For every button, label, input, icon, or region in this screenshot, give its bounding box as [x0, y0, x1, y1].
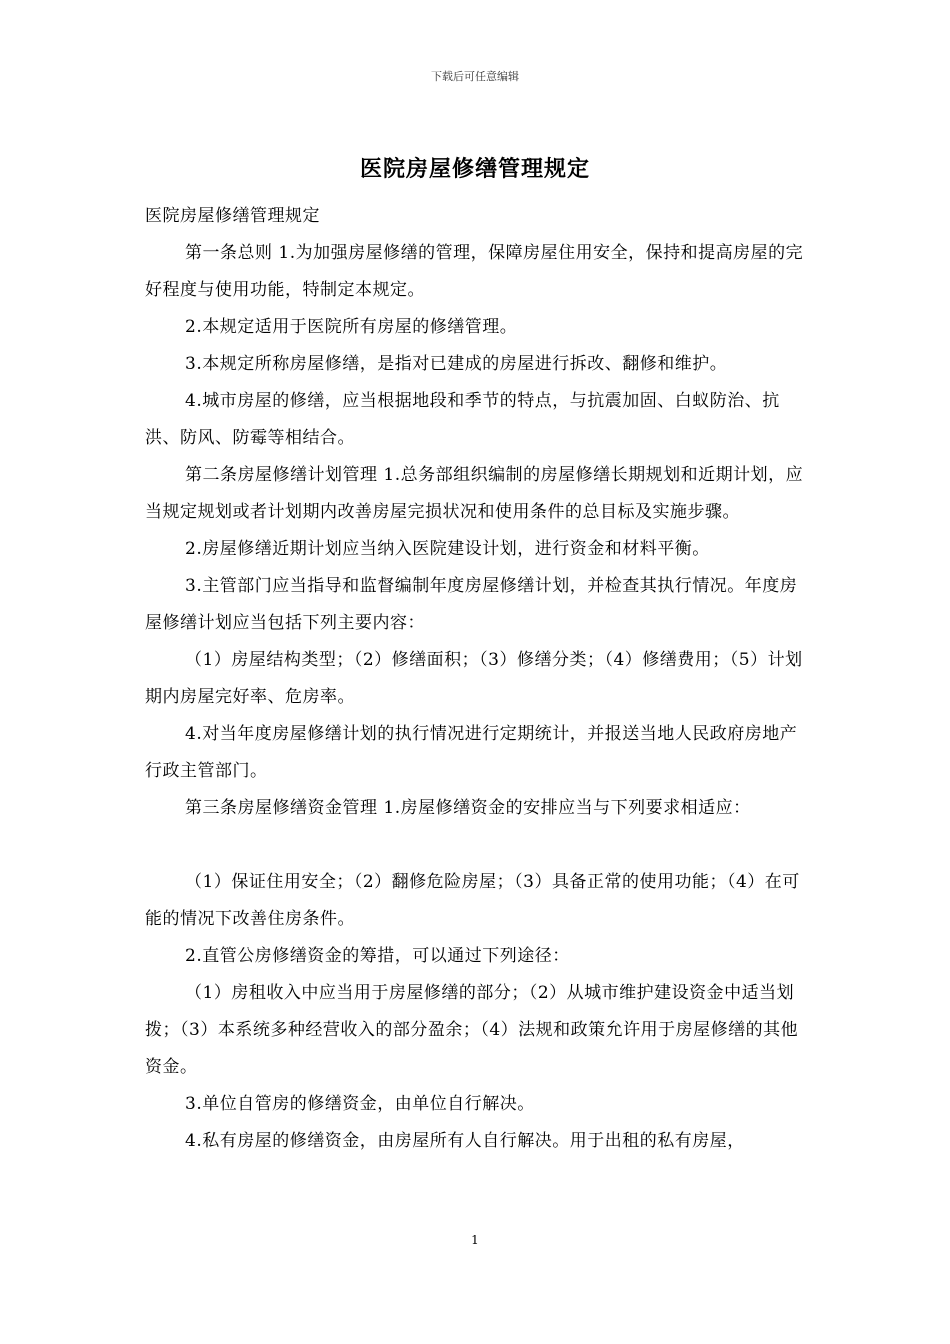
blank-line: [145, 827, 810, 864]
paragraph: 第二条房屋修缮计划管理 1.总务部组织编制的房屋修缮长期规划和近期计划，应当规定规划或者计划期内改善房屋完损状况和使用条件的总目标及实施步骤。: [145, 465, 804, 522]
paragraph: 第一条总则 1.为加强房屋修缮的管理，保障房屋住用安全，保持和提高房屋的完好程度与使用功能，特制定本规定。: [145, 243, 804, 300]
paragraph: 3.单位自管房的修缮资金，由单位自行解决。: [185, 1094, 535, 1114]
paragraph: 3.本规定所称房屋修缮，是指对已建成的房屋进行拆改、翻修和维护。: [185, 354, 728, 374]
page-number: 1: [471, 1233, 479, 1247]
paragraph: （1）保证住用安全；（2）翻修危险房屋；（3）具备正常的使用功能；（4）在可能的情况下改善住房条件。: [145, 872, 800, 929]
paragraph: 4.对当年度房屋修缮计划的执行情况进行定期统计，并报送当地人民政府房地产行政主管部门。: [145, 724, 798, 781]
document-body: [145, 198, 810, 1160]
paragraph-subtitle: 医院房屋修缮管理规定: [145, 206, 320, 226]
paragraph: 4.城市房屋的修缮，应当根据地段和季节的特点，与抗震加固、白蚁防治、抗洪、防风、防霉等相结合。: [145, 391, 780, 448]
header-note: 下载后可任意编辑: [431, 70, 519, 83]
paragraph: 2.直管公房修缮资金的筹措，可以通过下列途径：: [185, 946, 570, 966]
paragraph: 第三条房屋修缮资金管理 1.房屋修缮资金的安排应当与下列要求相适应：: [185, 798, 751, 818]
paragraph: （1）房租收入中应当用于房屋修缮的部分；（2）从城市维护建设资金中适当划拨；（3）本系统多种经营收入的部分盈余；（4）法规和政策允许用于房屋修缮的其他资金。: [145, 983, 799, 1077]
paragraph: 2.本规定适用于医院所有房屋的修缮管理。: [185, 317, 518, 337]
paragraph: 2.房屋修缮近期计划应当纳入医院建设计划，进行资金和材料平衡。: [185, 539, 710, 559]
paragraph: 3.主管部门应当指导和监督编制年度房屋修缮计划，并检查其执行情况。年度房屋修缮计划应当包括下列主要内容：: [145, 576, 798, 633]
paragraph: （1）房屋结构类型；（2）修缮面积；（3）修缮分类；（4）修缮费用；（5）计划期内房屋完好率、危房率。: [145, 650, 803, 707]
paragraph: 4.私有房屋的修缮资金，由房屋所有人自行解决。用于出租的私有房屋，: [185, 1131, 745, 1151]
document-title: 医院房屋修缮管理规定: [359, 156, 590, 182]
